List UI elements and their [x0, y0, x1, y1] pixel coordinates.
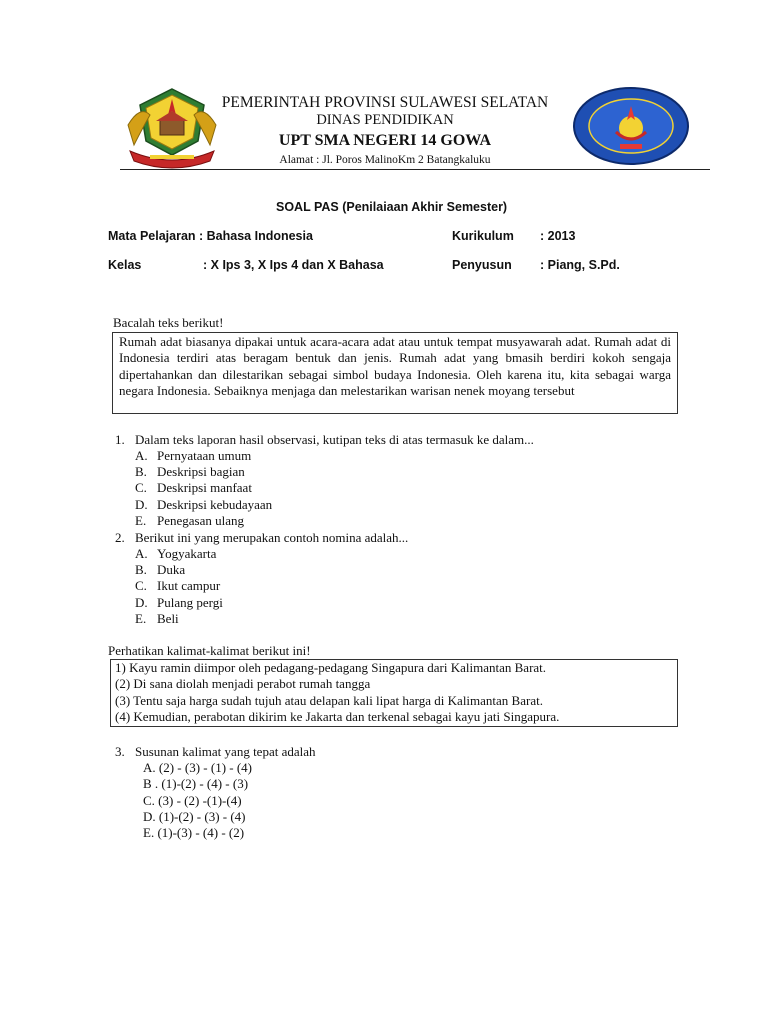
- exam-title: SOAL PAS (Penilaiaan Akhir Semester): [276, 200, 508, 214]
- school-name: UPT SMA NEGERI 14 GOWA: [278, 132, 492, 149]
- school-emblem-logo: [572, 86, 690, 166]
- option-text: Pernyataan umum: [157, 448, 252, 463]
- question-3: [115, 744, 316, 760]
- option-d: [135, 595, 223, 611]
- option-letter: D.: [135, 595, 148, 610]
- option-d: D. (1)-(2) - (3) - (4): [143, 809, 246, 824]
- option-text: Deskripsi bagian: [157, 464, 245, 479]
- government-line: PEMERINTAH PROVINSI SULAWESI SELATAN: [221, 94, 549, 111]
- author-label: Penyusun: [452, 258, 512, 272]
- option-letter: E.: [135, 611, 147, 626]
- option-letter: D.: [135, 497, 148, 512]
- sentence-3: (3) Tentu saja harga sudah tujuh atau delapan kali lipat harga di Kalimantan Barat.: [115, 692, 543, 708]
- department-line: DINAS PENDIDIKAN: [316, 112, 454, 128]
- option-e: [135, 611, 179, 627]
- option-text: Deskripsi manfaat: [157, 480, 252, 495]
- subject-label: Mata Pelajaran : Bahasa Indonesia: [108, 229, 313, 243]
- option-text: Beli: [157, 611, 179, 626]
- option-letter: A.: [135, 448, 148, 463]
- curriculum-value: : 2013: [540, 229, 576, 243]
- reading-instruction: Bacalah teks berikut!: [113, 315, 224, 330]
- option-text: Ikut campur: [157, 578, 221, 593]
- option-letter: C.: [135, 578, 147, 593]
- option-text: Yogyakarta: [157, 546, 217, 561]
- question-number: 2.: [115, 530, 125, 545]
- option-b: [135, 562, 185, 578]
- option-e: [135, 513, 244, 529]
- letterhead-divider: [120, 169, 710, 170]
- sentences-instruction: Perhatikan kalimat-kalimat berikut ini!: [108, 643, 311, 658]
- sentence-4: (4) Kemudian, perabotan dikirim ke Jakarta dan terkenal sebagai kayu jati Singapura.: [115, 709, 560, 725]
- option-text: Duka: [157, 562, 186, 577]
- sentence-1: 1) Kayu ramin diimpor oleh pedagang-pedagang Singapura dari Kalimantan Barat.: [115, 660, 547, 675]
- curriculum-label: Kurikulum: [452, 229, 514, 243]
- option-c: [135, 578, 220, 594]
- option-letter: B.: [135, 464, 147, 479]
- class-value: : X Ips 3, X Ips 4 dan X Bahasa: [203, 258, 384, 272]
- class-label: Kelas: [108, 258, 142, 272]
- option-a: A. (2) - (3) - (1) - (4): [143, 760, 253, 775]
- option-text: Deskripsi kebudayaan: [157, 497, 273, 512]
- question-2: [115, 530, 408, 546]
- question-number: 1.: [115, 432, 125, 447]
- reading-passage-box: Rumah adat biasanya dipakai untuk acara-acara adat atau untuk tempat musyawarah adat. Rumah adat di Indonesia terdiri atas beragam bentuk dan jenis. Rumah adat yang bmasih berdiri kokoh sengaja dipertahankan dan dilestarikan sebagai simbol budaya Indonesia. Oleh karena itu, kita sebagai warga negara Indonesia. Sebaiknya menjaga dan melestarikan warisan nenek moyang tersebut: [112, 332, 678, 414]
- question-text: Berikut ini yang merupakan contoh nomina adalah...: [135, 530, 409, 545]
- sentences-box: [110, 659, 678, 727]
- option-b: B . (1)-(2) - (4) - (3): [143, 776, 249, 791]
- option-text: Penegasan ulang: [157, 513, 245, 528]
- option-d: [135, 497, 272, 513]
- option-letter: B.: [135, 562, 147, 577]
- option-b: [135, 464, 245, 480]
- option-e: E. (1)-(3) - (4) - (2): [143, 825, 245, 840]
- option-letter: E.: [135, 513, 147, 528]
- option-letter: A.: [135, 546, 148, 561]
- author-value: : Piang, S.Pd.: [540, 258, 620, 272]
- option-letter: C.: [135, 480, 147, 495]
- option-a: [135, 546, 216, 562]
- option-a: [135, 448, 251, 464]
- question-number: 3.: [115, 744, 125, 759]
- option-c: C. (3) - (2) -(1)-(4): [143, 793, 242, 808]
- question-text: Dalam teks laporan hasil observasi, kutipan teks di atas termasuk ke dalam...: [135, 432, 534, 447]
- sentence-2: (2) Di sana diolah menjadi perabot rumah tangga: [115, 676, 371, 692]
- school-address: Alamat : Jl. Poros MalinoKm 2 Batangkaluku: [279, 154, 491, 166]
- question-1: [115, 432, 534, 448]
- question-text: Susunan kalimat yang tepat adalah: [135, 744, 316, 759]
- option-text: Pulang pergi: [157, 595, 223, 610]
- option-c: [135, 480, 252, 496]
